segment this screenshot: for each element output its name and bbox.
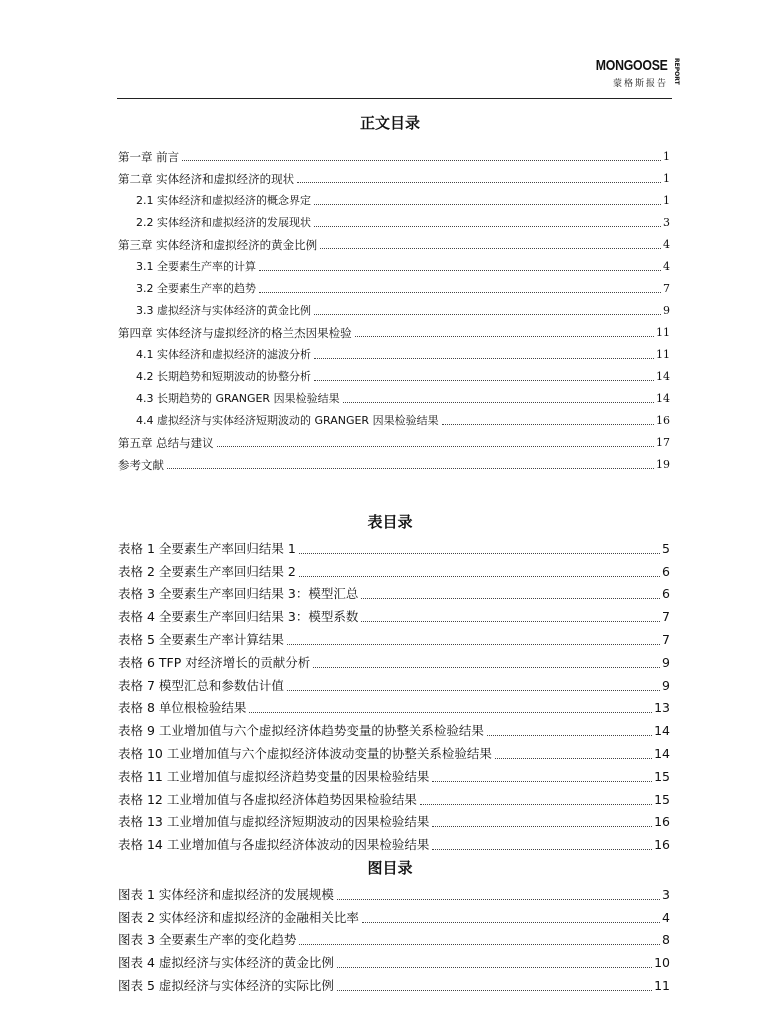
toc-entry[interactable] [118, 297, 670, 319]
toc-entry[interactable] [118, 407, 670, 429]
table-entry-page-number: 9 [662, 654, 670, 670]
dot-leader [314, 226, 661, 227]
toc-list [118, 143, 670, 473]
tables-title: 表目录 [367, 513, 413, 531]
table-entry-label: 表格 11 工业增加值与虚拟经济趋势变量的因果检验结果 [118, 768, 430, 784]
table-entry[interactable] [118, 626, 670, 649]
dot-leader [314, 380, 654, 381]
table-entry-page-number: 14 [654, 723, 670, 739]
logo-report-tag: REPORT [673, 58, 680, 85]
toc-entry-page-number: 7 [663, 282, 670, 295]
toc-entry-page-number: 1 [663, 172, 670, 185]
table-entry-label: 表格 5 全要素生产率计算结果 [118, 631, 284, 647]
figure-entry-label: 图表 3 全要素生产率的变化趋势 [118, 932, 297, 948]
figure-entry-label: 图表 4 虚拟经济与实体经济的黄金比例 [118, 955, 334, 971]
dot-leader [361, 598, 660, 599]
figure-entry[interactable] [118, 881, 670, 904]
dot-leader [320, 248, 661, 249]
figure-entry-label: 图表 5 虚拟经济与实体经济的实际比例 [118, 977, 334, 993]
table-entry-label: 表格 13 工业增加值与虚拟经济短期波动的因果检验结果 [118, 814, 430, 830]
toc-entry[interactable] [118, 451, 670, 473]
dot-leader [287, 644, 660, 645]
figure-entry-page-number: 11 [654, 977, 670, 993]
toc-entry-page-number: 19 [656, 458, 670, 471]
toc-entry[interactable] [118, 363, 670, 385]
dot-leader [355, 336, 654, 337]
table-entry[interactable] [118, 558, 670, 581]
toc-entry-label: 3.1 全要素生产率的计算 [136, 260, 256, 273]
toc-entry-page-number: 4 [663, 260, 670, 273]
table-entry-page-number: 5 [662, 540, 670, 556]
table-entry[interactable] [118, 717, 670, 740]
toc-entry[interactable] [118, 253, 670, 275]
dot-leader [314, 204, 661, 205]
toc-entry-label: 第三章 实体经济和虚拟经济的黄金比例 [118, 238, 318, 252]
figure-entry[interactable] [118, 904, 670, 927]
table-entry[interactable] [118, 672, 670, 695]
figure-entry-page-number: 4 [662, 909, 670, 925]
table-entry[interactable] [118, 649, 670, 672]
dot-leader [167, 468, 654, 469]
table-entry[interactable] [118, 831, 670, 854]
figures-title: 图目录 [367, 859, 413, 877]
dot-leader [487, 735, 652, 736]
table-entry-page-number: 7 [662, 609, 670, 625]
dot-leader [299, 576, 660, 577]
toc-entry-page-number: 14 [656, 370, 670, 383]
toc-entry-label: 4.3 长期趋势的 GRANGER 因果检验结果 [136, 392, 340, 405]
toc-entry-page-number: 14 [656, 392, 670, 405]
figure-entry-label: 图表 2 实体经济和虚拟经济的金融相关比率 [118, 909, 359, 925]
toc-entry[interactable] [118, 143, 670, 165]
dot-leader [495, 758, 652, 759]
table-entry[interactable] [118, 740, 670, 763]
figure-entry[interactable] [118, 972, 670, 995]
toc-entry-label: 2.1 实体经济和虚拟经济的概念界定 [136, 194, 311, 207]
dot-leader [432, 826, 652, 827]
toc-entry[interactable] [118, 385, 670, 407]
toc-entry[interactable] [118, 341, 670, 363]
logo-wordmark: MONGOOSE [596, 57, 668, 74]
header-divider [117, 98, 672, 99]
toc-entry-label: 第一章 前言 [118, 150, 180, 164]
dot-leader [259, 292, 661, 293]
table-entry[interactable] [118, 581, 670, 604]
toc-entry-label: 2.2 实体经济和虚拟经济的发展现状 [136, 216, 311, 229]
table-entry-label: 表格 8 单位根检验结果 [118, 700, 247, 716]
dot-leader [337, 899, 660, 900]
toc-entry-page-number: 11 [656, 326, 670, 339]
figure-entry-page-number: 3 [662, 886, 670, 902]
toc-entry-page-number: 3 [663, 216, 670, 229]
toc-entry-page-number: 16 [656, 414, 670, 427]
dot-leader [343, 402, 654, 403]
table-entry-label: 表格 1 全要素生产率回归结果 1 [118, 540, 296, 556]
table-entry[interactable] [118, 809, 670, 832]
dot-leader [361, 621, 660, 622]
toc-title: 正文目录 [359, 114, 420, 132]
dot-leader [297, 182, 661, 183]
toc-entry[interactable] [118, 275, 670, 297]
table-entry-page-number: 7 [662, 631, 670, 647]
toc-entry-page-number: 4 [663, 238, 670, 251]
table-entry-page-number: 16 [654, 814, 670, 830]
figure-entry-label: 图表 1 实体经济和虚拟经济的发展规模 [118, 886, 334, 902]
table-entry-label: 表格 7 模型汇总和参数估计值 [118, 677, 284, 693]
toc-entry[interactable] [118, 165, 670, 187]
dot-leader [432, 849, 652, 850]
dot-leader [442, 424, 654, 425]
dot-leader [432, 781, 652, 782]
dot-leader [314, 314, 661, 315]
table-entry-page-number: 6 [662, 586, 670, 602]
dot-leader [299, 553, 660, 554]
toc-entry-label: 第四章 实体经济与虚拟经济的格兰杰因果检验 [118, 326, 352, 340]
dot-leader [337, 967, 652, 968]
table-entry[interactable] [118, 535, 670, 558]
toc-entry-label: 第五章 总结与建议 [118, 436, 214, 450]
dot-leader [259, 270, 661, 271]
logo-subtitle: 蒙格斯报告 [612, 79, 668, 89]
figure-entry[interactable] [118, 927, 670, 950]
toc-entry-page-number: 9 [663, 304, 670, 317]
toc-entry[interactable] [118, 187, 670, 209]
toc-entry-page-number: 1 [663, 194, 670, 207]
toc-entry-label: 4.4 虚拟经济与实体经济短期波动的 GRANGER 因果检验结果 [136, 414, 439, 427]
figure-entry-page-number: 10 [654, 955, 670, 971]
figure-entry-page-number: 8 [662, 932, 670, 948]
toc-entry[interactable] [118, 231, 670, 253]
table-entry[interactable] [118, 763, 670, 786]
toc-entry-label: 3.3 虚拟经济与实体经济的黄金比例 [136, 304, 311, 317]
table-entry-label: 表格 2 全要素生产率回归结果 2 [118, 563, 296, 579]
table-entry-page-number: 13 [654, 700, 670, 716]
dot-leader [287, 690, 660, 691]
toc-entry-label: 3.2 全要素生产率的趋势 [136, 282, 256, 295]
dot-leader [314, 358, 654, 359]
table-entry[interactable] [118, 603, 670, 626]
table-entry-page-number: 6 [662, 563, 670, 579]
dot-leader [337, 990, 652, 991]
dot-leader [299, 944, 660, 945]
table-entry-page-number: 15 [654, 768, 670, 784]
figure-entry[interactable] [118, 949, 670, 972]
toc-entry-label: 4.1 实体经济和虚拟经济的滤波分析 [136, 348, 311, 361]
dot-leader [217, 446, 654, 447]
toc-entry-label: 第二章 实体经济和虚拟经济的现状 [118, 172, 295, 186]
dot-leader [182, 160, 661, 161]
table-entry-label: 表格 3 全要素生产率回归结果 3：模型汇总 [118, 586, 359, 602]
toc-entry[interactable] [118, 319, 670, 341]
table-entry-label: 表格 4 全要素生产率回归结果 3：模型系数 [118, 609, 359, 625]
table-entry-label: 表格 6 TFP 对经济增长的贡献分析 [118, 654, 311, 670]
tables-list [118, 535, 670, 854]
table-entry-page-number: 9 [662, 677, 670, 693]
table-entry-page-number: 14 [654, 745, 670, 761]
toc-entry-label: 4.2 长期趋势和短期波动的协整分析 [136, 370, 311, 383]
toc-entry-page-number: 1 [663, 150, 670, 163]
toc-entry-page-number: 11 [656, 348, 670, 361]
table-entry[interactable] [118, 695, 670, 718]
table-entry-label: 表格 9 工业增加值与六个虚拟经济体趋势变量的协整关系检验结果 [118, 723, 484, 739]
table-entry-page-number: 16 [654, 837, 670, 853]
toc-entry-label: 参考文献 [118, 458, 164, 472]
table-entry-label: 表格 12 工业增加值与各虚拟经济体趋势因果检验结果 [118, 791, 417, 807]
toc-entry-page-number: 17 [656, 436, 670, 449]
table-entry[interactable] [118, 786, 670, 809]
table-entry-label: 表格 14 工业增加值与各虚拟经济体波动的因果检验结果 [118, 837, 430, 853]
brand-logo [580, 57, 680, 89]
dot-leader [249, 712, 652, 713]
dot-leader [313, 667, 660, 668]
figures-list [118, 881, 670, 995]
dot-leader [362, 922, 660, 923]
dot-leader [420, 804, 652, 805]
table-entry-page-number: 15 [654, 791, 670, 807]
table-entry-label: 表格 10 工业增加值与六个虚拟经济体波动变量的协整关系检验结果 [118, 745, 492, 761]
toc-entry[interactable] [118, 429, 670, 451]
toc-entry[interactable] [118, 209, 670, 231]
